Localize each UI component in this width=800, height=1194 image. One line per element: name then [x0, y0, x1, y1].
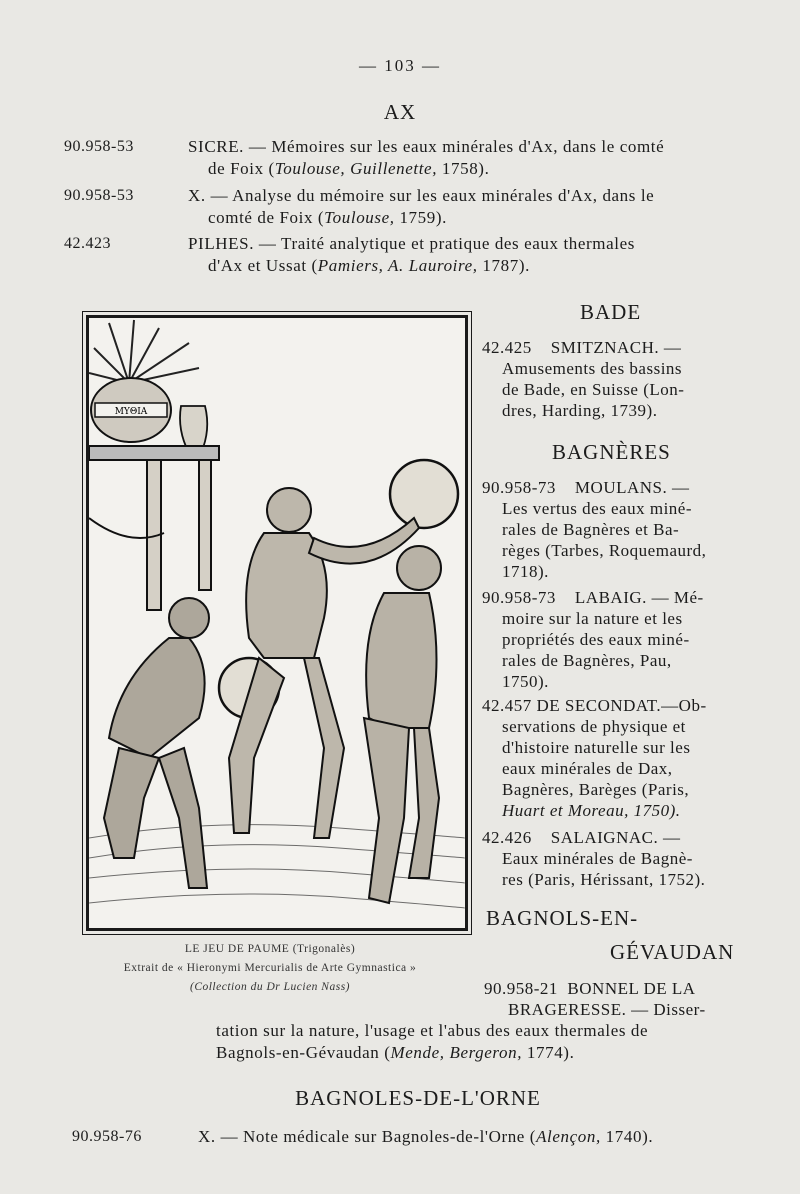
- section-heading-bagnoles: BAGNOLES-DE-L'ORNE: [295, 1086, 541, 1110]
- entry-code: 90.958-21: [484, 979, 558, 998]
- entry-text-line: BRAGERESSE. — Disser-: [508, 1000, 706, 1019]
- entry-code: 90.958-73: [482, 478, 556, 497]
- entry-text-line: SMITZNACH. —: [550, 338, 682, 357]
- entry-text-line: d'Ax et Ussat (Pamiers, A. Lauroire, 1787).: [208, 256, 530, 275]
- entry-text-line: Amusements des bassins: [502, 359, 683, 378]
- section-heading-bagneres: BAGNÈRES: [552, 440, 671, 464]
- section-heading-bade: BADE: [580, 300, 642, 324]
- figure-caption-source: Extrait de « Hieronymi Mercurialis de Arte Gymnastica »: [123, 962, 417, 974]
- jeu-de-paume-woodcut: [89, 318, 465, 928]
- entry-text-line: de Foix (Toulouse, Guillenette, 1758).: [208, 159, 490, 178]
- vase-label: ΜΥΘΙΑ: [114, 407, 148, 417]
- section-heading-bagnols-line1: BAGNOLS-EN-: [486, 906, 639, 930]
- entry-text-line: PILHES. — Traité analytique et pratique des eaux thermales: [188, 234, 635, 253]
- entry-code: 42.425: [482, 338, 532, 357]
- entry-text-line: res (Paris, Hérissant, 1752).: [502, 870, 706, 889]
- entry-text-line: Eaux minérales de Bagnè-: [502, 849, 693, 868]
- entry-code: 42.423: [64, 235, 111, 252]
- entry-text-line: rales de Bagnères et Ba-: [502, 520, 680, 539]
- entry-text-line: propriétés des eaux miné-: [502, 630, 690, 649]
- entry-text-line: X. — Note médicale sur Bagnoles-de-l'Orne (Alençon, 1740).: [198, 1127, 654, 1146]
- entry-text-line: Bagnols-en-Gévaudan (Mende, Bergeron, 1774).: [216, 1043, 575, 1062]
- figure-caption-title: LE JEU DE PAUME (Trigonalès): [184, 943, 356, 955]
- entry-text-line: dres, Harding, 1739).: [502, 401, 658, 420]
- entry-text-line: servations de physique et: [502, 717, 686, 736]
- entry-text-line: SICRE. — Mémoires sur les eaux minérales d'Ax, dans le comté: [188, 137, 665, 156]
- entry-text-line: moire sur la nature et les: [502, 609, 683, 628]
- figure-caption-collection: (Collection du Dr Lucien Nass): [189, 981, 351, 993]
- entry-code: 42.426: [482, 828, 532, 847]
- entry-text-line: X. — Analyse du mémoire sur les eaux minérales d'Ax, dans le: [188, 186, 655, 205]
- section-heading-ax: AX: [383, 100, 417, 124]
- section-heading-bagnols-line2: GÉVAUDAN: [610, 940, 735, 964]
- entry-text-line: d'histoire naturelle sur les: [502, 738, 691, 757]
- entry-text-line: tation sur la nature, l'usage et l'abus des eaux thermales de: [216, 1021, 649, 1040]
- page-number: — 103 —: [359, 56, 441, 75]
- entry-code: 90.958-76: [72, 1128, 142, 1145]
- entry-text-line: eaux minérales de Dax,: [502, 759, 673, 778]
- entry-text-line: Bagnères, Barèges (Paris,: [502, 780, 690, 799]
- entry-text-line: règes (Tarbes, Roquemaurd,: [502, 541, 707, 560]
- entry-code: 42.457: [482, 696, 532, 715]
- entry-code: 90.958-73: [482, 588, 556, 607]
- entry-code: 90.958-53: [64, 138, 134, 155]
- entry-text-line: BONNEL DE LA: [567, 979, 696, 998]
- entry-text-line: comté de Foix (Toulouse, 1759).: [208, 208, 447, 227]
- entry-text-line: MOULANS. —: [574, 478, 690, 497]
- entry-text-line: Les vertus des eaux miné-: [502, 499, 692, 518]
- entry-text-line: Huart et Moreau, 1750).: [502, 801, 681, 820]
- woodcut-illustration: [86, 315, 468, 931]
- entry-text-line: DE SECONDAT.—Ob-: [536, 696, 707, 715]
- entry-text-line: 1750).: [502, 672, 549, 691]
- entry-text-line: de Bade, en Suisse (Lon-: [502, 380, 685, 399]
- entry-code: 90.958-53: [64, 187, 134, 204]
- entry-text-line: 1718).: [502, 562, 549, 581]
- entry-text-line: rales de Bagnères, Pau,: [502, 651, 672, 670]
- entry-text-line: SALAIGNAC. —: [550, 828, 681, 847]
- entry-text-line: LABAIG. — Mé-: [574, 588, 704, 607]
